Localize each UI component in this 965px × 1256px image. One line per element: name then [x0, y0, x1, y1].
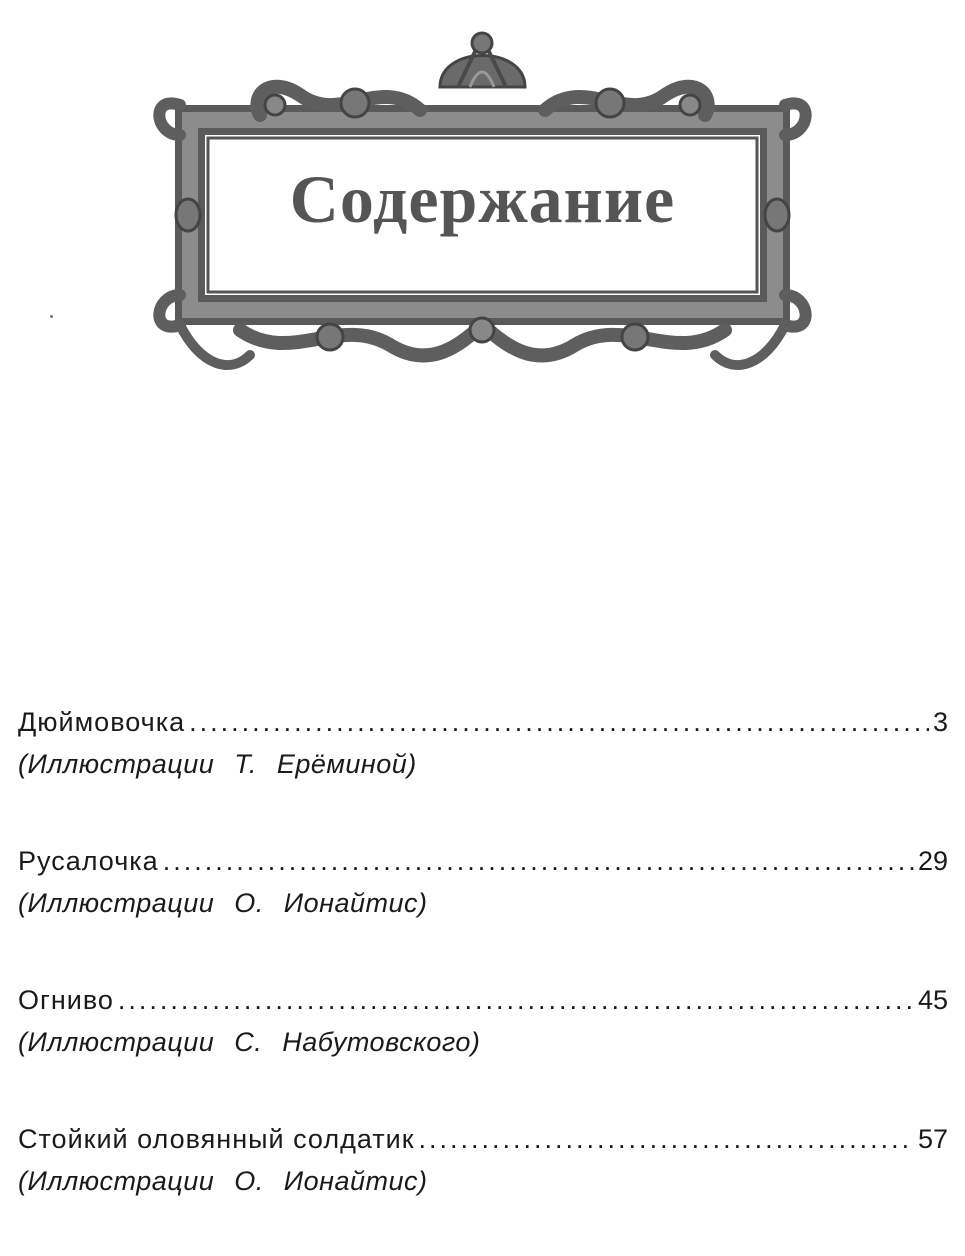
toc-entry-line	[18, 1117, 948, 1161]
title-frame	[140, 25, 825, 385]
print-speck	[50, 315, 53, 318]
toc-entry[interactable]	[18, 839, 948, 978]
table-of-contents	[18, 700, 948, 1256]
toc-entry[interactable]	[18, 978, 948, 1117]
toc-entry-line	[18, 839, 948, 883]
dot-leader	[189, 700, 929, 744]
toc-entry-page: 45	[917, 985, 948, 1015]
toc-entry-page: 57	[917, 1124, 948, 1154]
toc-entry-title: Русалочка	[18, 846, 159, 876]
toc-entry[interactable]	[18, 1117, 948, 1256]
toc-entry-illustrator: (Иллюстрации Т. Ерёминой)	[18, 749, 417, 779]
page-title: Содержание	[289, 161, 676, 237]
toc-entry-title: Огниво	[18, 985, 114, 1015]
toc-entry-illustrator: (Иллюстрации О. Ионайтис)	[18, 1166, 428, 1196]
toc-entry-title: Стойкий оловянный солдатик	[18, 1124, 415, 1154]
toc-entry-page: 29	[917, 846, 948, 876]
dot-leader	[419, 1117, 914, 1161]
toc-entry-title: Дюймовочка	[18, 707, 186, 737]
toc-entry-illustrator: (Иллюстрации О. Ионайтис)	[18, 888, 428, 918]
dot-leader	[163, 839, 914, 883]
toc-entry-line	[18, 700, 948, 744]
toc-entry-page: 3	[932, 707, 948, 737]
dot-leader	[118, 978, 914, 1022]
toc-entry-line	[18, 978, 948, 1022]
toc-entry[interactable]	[18, 700, 948, 839]
toc-entry-illustrator: (Иллюстрации С. Набутовского)	[18, 1027, 481, 1057]
